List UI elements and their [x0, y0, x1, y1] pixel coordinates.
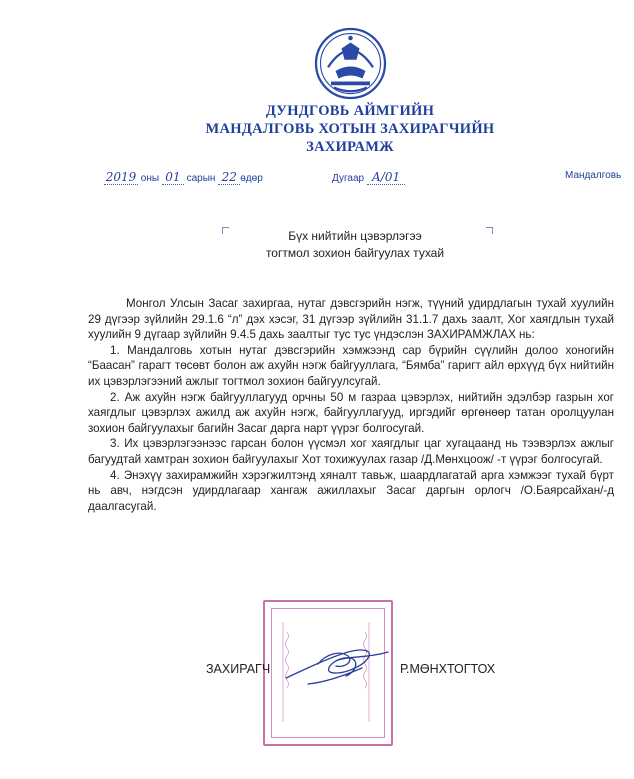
date-day: 22 [218, 170, 240, 185]
date-field [104, 170, 263, 185]
place-label: Мандалговь [565, 170, 622, 181]
date-year-suffix: оны [140, 173, 160, 184]
signatory-name: Р.МӨНХТОГТОХ [400, 662, 496, 676]
handwritten-signature-icon [278, 638, 398, 690]
subject-line-2: тогтмол зохион байгуулах тухай [265, 246, 445, 260]
header-line-governor: МАНДАЛГОВЬ ХОТЫН ЗАХИРАГЧИЙН [205, 121, 495, 137]
header-line-aimag: ДУНДГОВЬ АЙМГИЙН [265, 103, 435, 119]
decree-number: А/01 [367, 170, 405, 185]
signatory-title: ЗАХИРАГЧ [206, 662, 271, 676]
body-item-2: 2. Аж ахуйн нэгж байгууллагууд орчны 50 м газраа цэвэрлэх, нийтийн эдэлбэр газрын хог хаягдлыг цэвэрлэх ажилд аж ахуйн нэгж, байгууллагууд, иргэдийг өргөнөөр татан оролцуулан зохион байгуулахыг багийн Засаг дарга нарт үүрэг болгосугай. [88, 390, 614, 435]
body-item-3: 3. Их цэвэрлэгээнээс гарсан болон үүсмэл хог хаягдлыг цаг хугацаанд нь тээвэрлэх ажлыг багуудтай хамтран зохион байгуулахыг Хот тохижуулах газар /Д.Мөнхцоож/ -т үүрэг болгосугай. [88, 437, 614, 466]
date-month: 01 [162, 170, 184, 185]
document-subject [210, 228, 500, 262]
body-intro: Монгол Улсын Засаг захиргаа, нутаг дэвсгэрийн нэгж, түүний удирдлагын тухай хуулийн 29 дүгээр зүйлийн 29.1.6 “л” дэх хэсэг, 31 дүгээр зүйлийн 31.1.7 дахь заалт, Хог хаягдлын тухай хуулийн 9 дүгаар зүйлийн 9.4.5 дахь заалтыг тус тус үндэслэн ЗАХИРАМЖЛАХ нь: [88, 297, 614, 342]
body-item-1: 1. Мандалговь хотын нутаг дэвсгэрийн хэмжээнд сар бүрийн сүүлийн долоо хоногийн “Баасан” гарагт төсөвт болон аж ахуйн нэгж байгууллага, “Бямба” гаригт айл өрхүүд бүх нийтийн их цэвэрлэгээний ажлыг тогтмол зохион байгуулсугай. [88, 343, 614, 388]
date-day-suffix: өдөр [240, 173, 263, 184]
body-item-4: 4. Энэхүү захирамжийн хэрэгжилтэнд хяналт тавьж, шаардлагатай арга хэмжээг тухай бүрт нь авч, нэгдсэн удирдлагаар хангаж ажиллахыг Засаг даргын орлогч /О.Баярсайхан/-д даалгасугай. [88, 468, 614, 513]
subject-line-1: Бүх нийтийн цэвэрлэгээ [288, 229, 422, 243]
decree-number-label: Дугаар [332, 173, 365, 184]
date-month-suffix: сарын [186, 173, 216, 184]
date-year: 2019 [105, 170, 137, 184]
decree-number-field [332, 170, 405, 185]
state-emblem-icon [313, 26, 388, 101]
header-line-decree: ЗАХИРАМЖ [306, 139, 394, 155]
document-body [88, 296, 614, 514]
